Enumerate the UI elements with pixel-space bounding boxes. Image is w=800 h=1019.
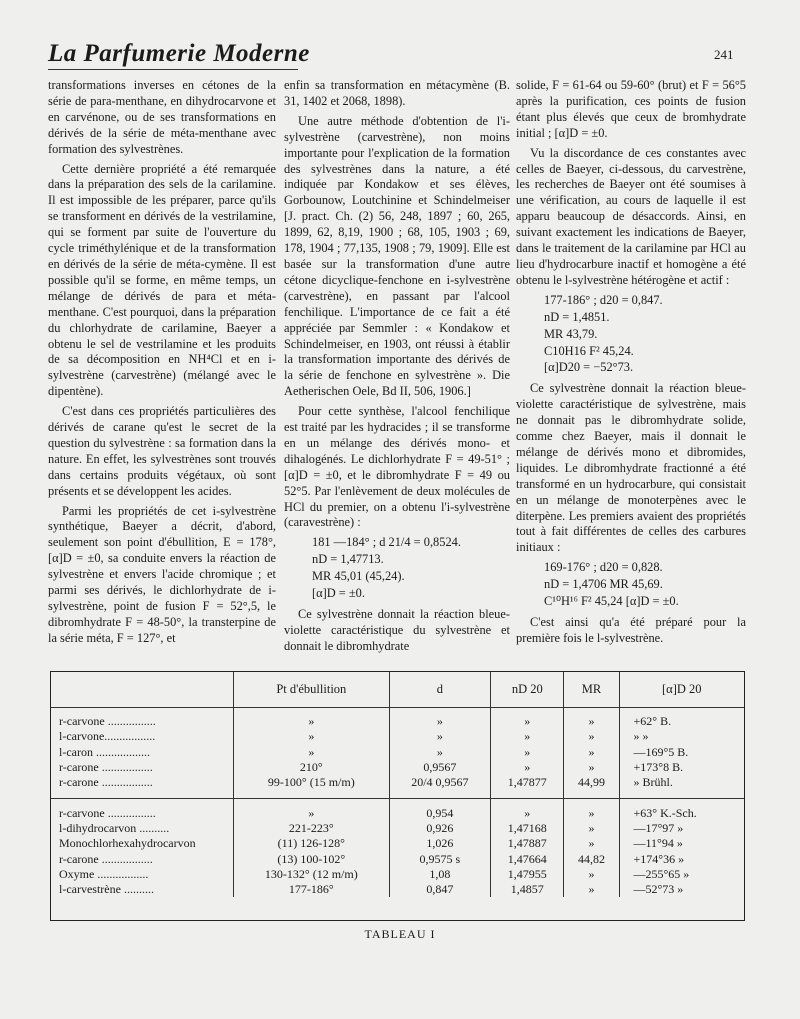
table-row (51, 821, 744, 836)
table-cell: » (564, 882, 619, 897)
table-cell: 221-223° (234, 821, 390, 836)
table-row (51, 760, 744, 775)
table-cell: » (564, 805, 619, 820)
table-cell: 1,4857 (491, 882, 564, 897)
table-cell: r-carvone ................ (59, 805, 156, 820)
table-row (51, 775, 744, 790)
table-cell: +62° B. (619, 714, 744, 729)
table-cell: r-carone ................. (59, 851, 153, 866)
table-row (51, 882, 744, 897)
table-cell: —11°94 » (619, 836, 744, 851)
table-cell: » (564, 760, 619, 775)
table-cell: 0,926 (389, 821, 490, 836)
text-column-3 (516, 78, 746, 651)
table-row (51, 867, 744, 882)
table-cell: » (564, 714, 619, 729)
column-header: MR (564, 672, 619, 708)
page-number: 241 (714, 47, 734, 62)
paragraph: Une autre méthode d'obtention de l'i-sylvestrène (carvestrène), non moins importante pour l'explication de la formation des sylvestrènes dans la nature, a été indiquée par Kondakow et ses élèves, Gorbounow, Loutchinine et Schindelmeiser [J. pract. Ch. (2) 56, 248, 1897 ; 60, 265, 1899, 62, 8,19, 1900 ; 68, 105, 1903 ; 69, 178, 1904 ; 77,135, 1908 ; 79, 1909]. Elle est basée sur la transformation d'une autre cétone dicyclique-fenchone en i-sylvestrène (carvestrène), en passant par l'alcool fenchilique. L'importance de ce fait a été appréciée par Semmler : « Kondakow et Schindelmeiser, en 1903, ont réussi à établir la transformation importante des dérivés de la série de fenchone en sylvestrène ». Die Aetherischen Oele, Bd II, 506, 1906.] (284, 113, 510, 399)
table-row (51, 851, 744, 866)
data-table (50, 671, 745, 921)
table-header-row (51, 672, 744, 708)
paragraph: Ce sylvestrène donnait la réaction bleue-violette caractéristique du sylvestrène et donnait le dibromhydrate (284, 607, 510, 653)
paragraph: enfin sa transformation en métacymène (B. 31, 1402 et 2068, 1898). (284, 78, 510, 108)
formula-line: C¹⁰H¹⁶ F² 45,24 [α]D = ±0. (544, 594, 679, 609)
table-row (51, 729, 744, 744)
table-caption: TABLEAU I (364, 927, 436, 941)
table-cell: 1,47877 (491, 775, 564, 790)
paragraph: C'est ainsi qu'a été préparé pour la première fois le l-sylvestrène. (516, 615, 746, 645)
table-cell: » (234, 805, 390, 820)
table-cell: » (389, 745, 490, 760)
column-header: nD 20 (491, 672, 564, 708)
column-header: Pt d'ébullition (234, 672, 390, 708)
table-cell: » (491, 729, 564, 744)
table-cell: » (491, 760, 564, 775)
table-cell: » (389, 714, 490, 729)
formula-line: nD = 1,4851. (544, 309, 610, 324)
table-cell: 1,47955 (491, 867, 564, 882)
formula-line: MR 45,01 (45,24). (312, 569, 405, 584)
formula-line: nD = 1,47713. (312, 552, 384, 567)
formula-line: MR 43,79. (544, 326, 598, 341)
table-cell: l-carvestrène .......... (59, 882, 154, 897)
table-cell: +174°36 » (619, 851, 744, 866)
table-cell: 0,9567 (389, 760, 490, 775)
formula-line: [α]D = ±0. (312, 586, 365, 601)
table-cell: 1,026 (389, 836, 490, 851)
table-cell: (13) 100-102° (234, 851, 390, 866)
table-row (51, 805, 744, 820)
paragraph: Cette dernière propriété a été remarquée dans la préparation des sels de la carilamine. Il est impossible de les préparer, parce qu'ils se transforment en dérivés de la vestrilamine, qui se forment par suite de l'ouverture du cycle triméthylénique et de la transformation en dérivés de la série de méta-cymène. Il est possible qu'il se forme, en même temps, un mélange de dérivés de para et méta-menthane. C'est pourquoi, dans la préparation du chlorhydrate de carilamine, Baeyer a obtenu le sel de vestrilamine et les produits de sa décomposition en NH⁴Cl et en i-sylvestrène (carvestrène) (mélangé avec le dipentène). (48, 161, 276, 399)
paragraph: Vu la discordance de ces constantes avec celles de Baeyer, ci-dessous, du carvestrène, les recherches de Baeyer ont été soumises à une vérification, au cours de laquelle il est apparu beaucoup de désaccords. Ainsi, en suivant exactement les indications de Baeyer, dans le traitement de la carilamine par HCl au lieu d'hydrocarbure inactif et homogène a été obtenu le l-sylvestrène hétérogène et actif : (516, 145, 746, 287)
table-cell: 0,847 (389, 882, 490, 897)
table-cell: l-dihydrocarvon .......... (59, 820, 170, 835)
table-cell: Monochlorhexahydrocarvon (59, 836, 196, 851)
table-cell: l-caron .................. (59, 744, 150, 759)
table-cell: —255°65 » (619, 867, 744, 882)
formula-line: 181 —184° ; d 21/4 = 0,8524. (312, 535, 461, 550)
column-header (51, 672, 234, 708)
masthead-underline (48, 69, 298, 70)
paragraph: solide, F = 61-64 ou 59-60° (brut) et F = 56°5 après la purification, ces points de fusion étant plus élevés que ceux de bromhydrate initial ; [α]D = ±0. (516, 78, 746, 140)
table-cell: » (234, 714, 390, 729)
formula-line: 177-186° ; d20 = 0,847. (544, 292, 663, 307)
table-cell: —17°97 » (619, 821, 744, 836)
table-row (51, 714, 744, 729)
table-cell: » (564, 836, 619, 851)
table-cell: 177-186° (234, 882, 390, 897)
table-cell: Oxyme ................. (59, 866, 149, 881)
table-cell: 1,47168 (491, 821, 564, 836)
table-cell: 44,82 (564, 851, 619, 866)
paragraph: Pour cette synthèse, l'alcool fenchilique est traité par les hydracides ; il se transforme en un mélange des dérivés mono- et dihalogénés. Le dichlorhydrate F = 49-51° ; [α]D = ±0, et le dibromhydrate F = 49 ou 52°5. Par l'enlèvement de deux molécules de HCl du premier, on a obtenu l'i-sylvestrène (caravestrène) : (284, 404, 510, 530)
table-cell: r-carone ................. (59, 775, 153, 790)
table-cell: 130-132° (12 m/m) (234, 867, 390, 882)
table-cell: +173°8 B. (619, 760, 744, 775)
table-row (51, 745, 744, 760)
table-cell: 210° (234, 760, 390, 775)
table-row (51, 836, 744, 851)
table-cell: » (564, 821, 619, 836)
formula-line: [α]D20 = −52°73. (544, 360, 634, 375)
paragraph: C'est dans ces propriétés particulières des dérivés de carane qu'est le secret de la question du sylvestrène : sa formation dans la nature. En effet, les sylvestrènes sont trouvés dans certains produits végétaux, où sont présents et se développent les acides. (48, 404, 276, 498)
table-cell: 44,99 (564, 775, 619, 790)
table-cell: » (234, 729, 390, 744)
table-cell: 0,954 (389, 805, 490, 820)
paragraph: Parmi les propriétés de cet i-sylvestrène synthétique, Baeyer a décrit, d'abord, seulement son point d'ébullition, E = 178°, [α]D = ±0, sa conduite envers la réaction de sylvestrène et envers l'acide chromique ; et parmi ses dérivés, le dichlorhydrate de i-sylvestrène, point de fusion F = 52°,5, le dibromhydrate F = 48-50°, la transterpine de la série méta, F = 127°, et (48, 503, 276, 645)
table-cell: r-carvone ................ (59, 714, 156, 729)
formula-line: nD = 1,4706 MR 45,69. (544, 577, 663, 592)
journal-masthead: La Parfumerie Moderne (48, 40, 310, 67)
table-cell: (11) 126-128° (234, 836, 390, 851)
paragraph: transformations inverses en cétones de la série de para-menthane, en dihydrocarvone et en carvénone, ou de ses transformations en dérivés de la série de méta-menthane avec formation des sylvestrènes. (48, 78, 276, 156)
table-cell: » (491, 714, 564, 729)
formula-line: C10H16 F² 45,24. (544, 343, 634, 358)
text-column-1 (48, 78, 276, 651)
table-cell: » (234, 745, 390, 760)
table-cell: » (491, 805, 564, 820)
table-cell: 1,47887 (491, 836, 564, 851)
table-cell: —169°5 B. (619, 745, 744, 760)
table-cell: 0,9575 s (389, 851, 490, 866)
table-cell: 1,08 (389, 867, 490, 882)
table-cell: » (389, 729, 490, 744)
paragraph: Ce sylvestrène donnait la réaction bleue-violette caractéristique de sylvestrène, mais ne donnait pas le dibromhydrate solide, comme chez Baeyer, mais il donnait le mélange de dérivés mono et dibromides, liquides. Le dibromhydrate fractionné a été transformé en un hydrocarbure, qui consistait en un mélange de monoterpènes avec le diterpène. Les premiers avaient des propriétés tout à fait différentes de celles des carbures initiaux : (516, 381, 746, 555)
table-cell: —52°73 » (619, 882, 744, 897)
table-cell: » (491, 745, 564, 760)
table-cell: +63° K.-Sch. (619, 805, 744, 820)
table-cell: 20/4 0,9567 (389, 775, 490, 790)
column-header: [α]D 20 (619, 672, 744, 708)
table-cell: l-carvone................. (59, 729, 156, 744)
table-cell: » » (619, 729, 744, 744)
table-cell: » (564, 745, 619, 760)
formula-line: 169-176° ; d20 = 0,828. (544, 560, 663, 575)
table-cell: » (564, 729, 619, 744)
text-column-2 (284, 78, 510, 659)
column-header: d (389, 672, 490, 708)
table-cell: 1,47664 (491, 851, 564, 866)
table-cell: » (564, 867, 619, 882)
table-cell: » Brühl. (619, 775, 744, 790)
table-cell: r-carone ................. (59, 760, 153, 775)
table-cell: 99-100° (15 m/m) (234, 775, 390, 790)
